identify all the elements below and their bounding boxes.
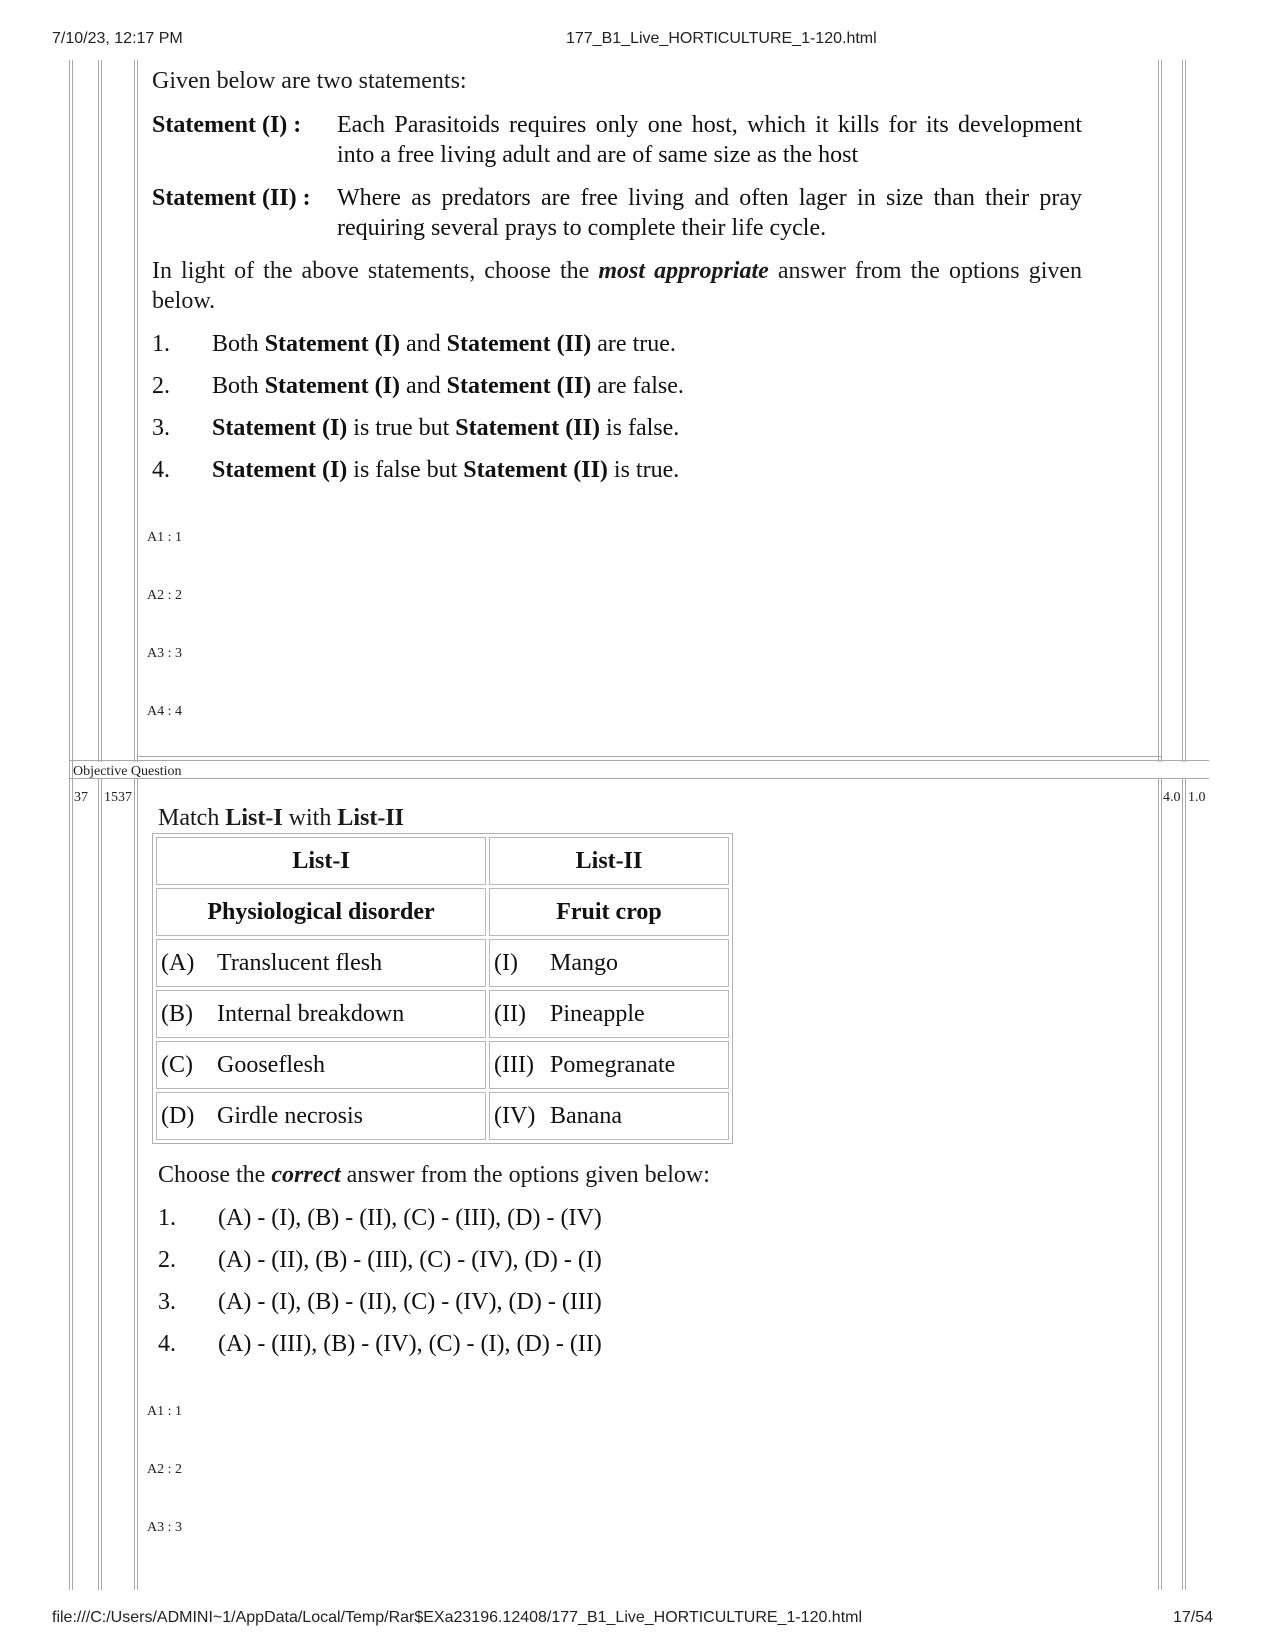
list1-item: (D) Girdle necrosis [156,1092,486,1140]
statement-1-text: Each Parasitoids requires only one host, which it kills for its development into a free living adult and are of same size as the host [337,112,1082,168]
table-border [1185,60,1186,762]
negative-marks: 1.0 [1188,790,1206,805]
table-border [101,778,102,1590]
answer-option: A1 : 1 [147,530,182,545]
answer-option: A3 : 3 [147,646,182,661]
table-border [137,60,138,762]
statement-2-text: Where as predators are free living and often lager in size than their pray requiring several prays to complete their life cycle. [337,185,1082,241]
list1-subheader: Physiological disorder [156,888,486,936]
statement-1-label: Statement (I) : [152,112,302,138]
print-title: 177_B1_Live_HORTICULTURE_1-120.html [566,30,877,47]
list1-item: (A) Translucent flesh [156,939,486,987]
table-border [98,778,99,1590]
table-border [69,760,1209,761]
question-id: 1537 [104,790,132,805]
table-row [156,1041,729,1089]
table-border [1161,778,1162,1590]
table-row [156,888,729,936]
statement-2-label: Statement (II) : [152,185,311,211]
table-row [156,1092,729,1140]
print-datetime: 7/10/23, 12:17 PM [52,30,183,47]
page-number: 17/54 [1173,1609,1214,1626]
list2-item: (IV) Banana [489,1092,729,1140]
table-border [134,778,135,1590]
match-table [152,833,733,1144]
list1-header: List-I [156,837,486,885]
table-border [137,756,1161,757]
list1-item: (B) Internal breakdown [156,990,486,1038]
list2-item: (I) Mango [489,939,729,987]
table-border [1158,778,1159,1590]
question-serial: 37 [74,790,88,805]
question-marks: 4.0 [1163,790,1181,805]
table-border [1182,778,1183,1590]
table-border [69,778,1209,779]
table-row [156,837,729,885]
table-border [1185,778,1186,1590]
choose-instruction: Choose the correct answer from the options given below: [158,1162,710,1188]
statement-1 [152,110,1082,170]
question-intro: Given below are two statements: [152,68,467,94]
question-instruction: In light of the above statements, choose the most appropriate answer from the options given below. [152,258,1083,314]
table-border [1182,60,1183,762]
answer-option: A3 : 3 [147,1520,182,1535]
table-border [137,778,138,1590]
list2-header: List-II [489,837,729,885]
print-footer-path: file:///C:/Users/ADMINI~1/AppData/Local/Temp/Rar$EXa23196.12408/177_B1_Live_HORTICULTURE_1-120.html [52,1609,863,1626]
answer-option: A4 : 4 [147,704,182,719]
list2-subheader: Fruit crop [489,888,729,936]
table-border [101,60,102,762]
match-title: Match List-I with List-II [158,805,405,831]
table-border [1161,60,1162,762]
answer-option: A2 : 2 [147,1462,182,1477]
table-border [134,60,135,762]
instruction-emphasis: most appropriate [598,258,769,284]
answer-option: A2 : 2 [147,588,182,603]
table-border [69,60,70,1590]
table-border [98,60,99,762]
list2-item: (III) Pomegranate [489,1041,729,1089]
statement-2 [152,183,1082,243]
answer-option: A1 : 1 [147,1404,182,1419]
table-row [156,939,729,987]
section-label: Objective Question [73,764,182,779]
list1-item: (C) Gooseflesh [156,1041,486,1089]
table-row [156,990,729,1038]
list2-item: (II) Pineapple [489,990,729,1038]
table-border [72,60,73,1590]
table-border [1158,60,1159,762]
